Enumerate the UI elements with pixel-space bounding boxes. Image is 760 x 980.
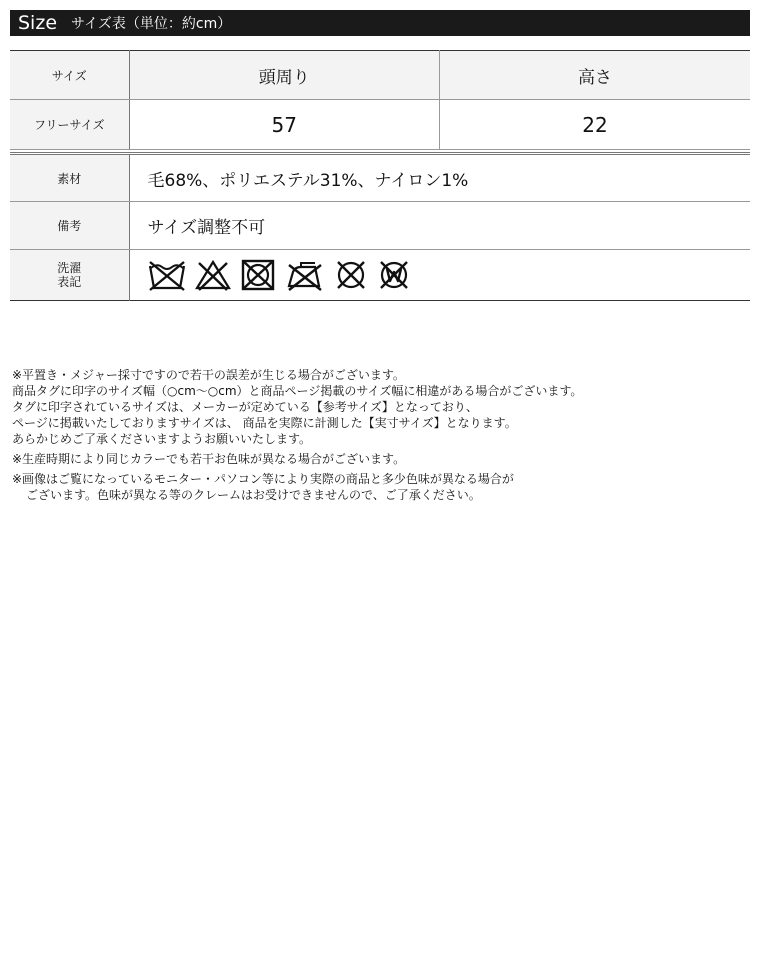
size-table-header-row (10, 51, 750, 100)
note-line-3: タグに印字されているサイズは、メーカーが定めている【参考サイズ】となっており、 (12, 400, 478, 414)
care-label (10, 250, 129, 301)
note-line-2: 商品タグに印字のサイズ幅（○cm〜○cm）と商品ページ掲載のサイズ幅に相違がある場合がございます。 (12, 384, 583, 398)
note-line-8: ございます。色味が異なる等のクレームはお受けできませんので、ご了承ください。 (26, 488, 481, 502)
note-line-1: ※平置き・メジャー採寸ですので若干の誤差が生じる場合がございます。 (12, 368, 405, 382)
info-table (10, 152, 750, 301)
no-tumble-dry-icon (240, 259, 276, 291)
title-main: Size (18, 12, 58, 34)
care-label-line2: 表記 (57, 275, 82, 289)
size-row-free (10, 100, 750, 150)
remarks-value: サイズ調整不可 (129, 202, 750, 250)
head-circumference-value: 57 (129, 100, 440, 150)
column-head-circumference: 頭周り (129, 51, 440, 100)
material-value: 毛68%、ポリエステル31%、ナイロン1% (129, 154, 750, 202)
note-line-5: あらかじめご了承くださいますようお願いいたします。 (12, 432, 312, 446)
note-line-7: ※画像はご覧になっているモニター・パソコン等により実際の商品と多少色味が異なる場合が (12, 472, 514, 486)
care-row (10, 250, 750, 301)
note-line-6: ※生産時期により同じカラーでも若干お色味が異なる場合がございます。 (12, 452, 406, 466)
size-row-label: フリーサイズ (10, 100, 129, 150)
no-dry-clean-icon (334, 259, 368, 291)
care-label-line1: 洗濯 (57, 261, 82, 275)
remarks-label: 備考 (10, 202, 129, 250)
note-line-4: ページに掲載いたしておりますサイズは、 商品を実際に計測した【実寸サイズ】となります。 (12, 416, 517, 430)
care-icons (130, 250, 751, 300)
height-value: 22 (440, 100, 751, 150)
size-table (10, 50, 750, 150)
material-row (10, 154, 750, 202)
size-header-label: サイズ (10, 51, 129, 100)
title-sub: サイズ表（単位：約cm） (71, 16, 232, 32)
remarks-row (10, 202, 750, 250)
care-icons-cell (129, 250, 750, 301)
material-label: 素材 (10, 154, 129, 202)
no-washing-icon (148, 259, 186, 291)
notes (12, 367, 752, 503)
title-bar (10, 10, 750, 36)
no-ironing-icon (285, 259, 325, 291)
no-bleach-icon (195, 259, 231, 291)
column-height: 高さ (440, 51, 751, 100)
no-wet-clean-icon (377, 259, 411, 291)
